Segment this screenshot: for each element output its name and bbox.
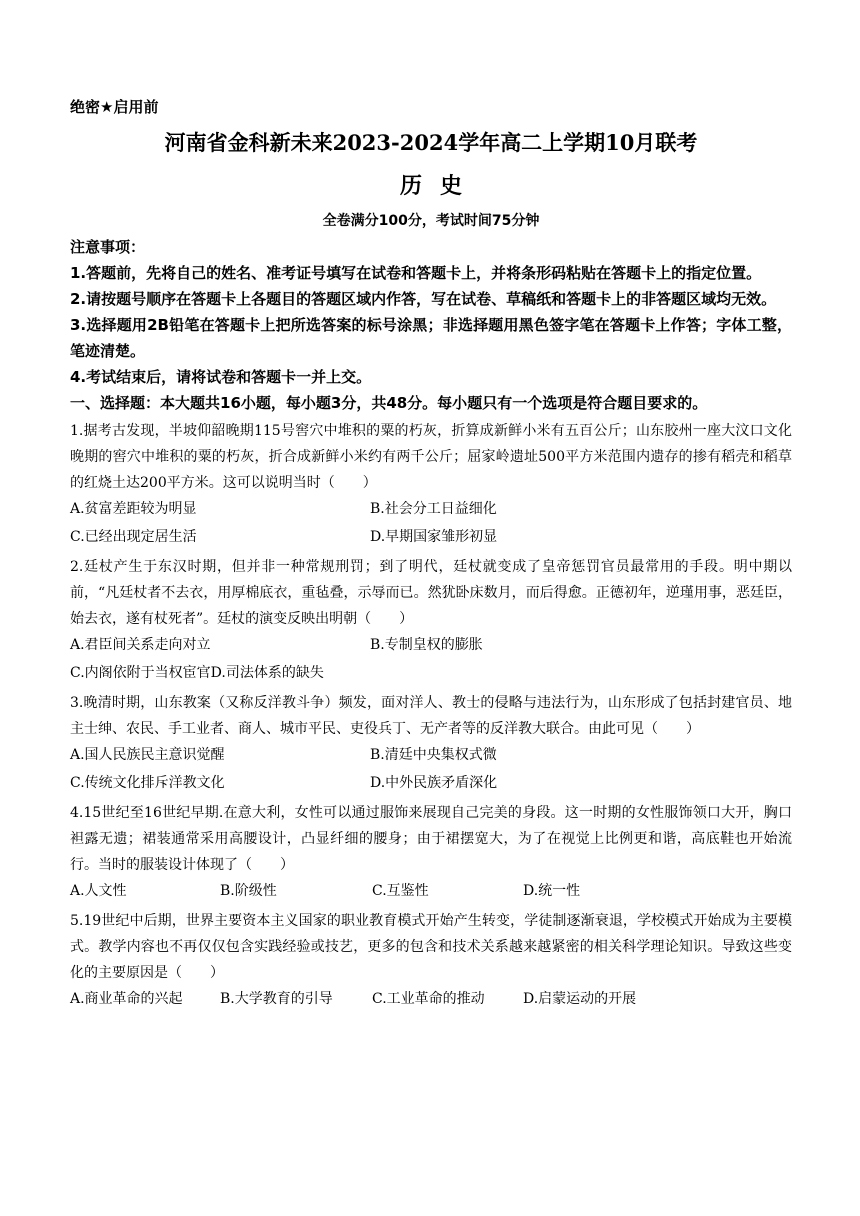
option-c: C.互鉴性 xyxy=(372,883,429,899)
option-a: A.人文性 xyxy=(70,883,127,899)
option-c: C.传统文化排斥洋教文化 xyxy=(70,775,225,791)
option-a: A.国人民族民主意识觉醒 xyxy=(70,747,225,763)
option-b: B.社会分工日益细化 xyxy=(370,501,497,517)
question-4-stem: 4.15世纪至16世纪早期.在意大利，女性可以通过服饰来展现自己完美的身段。这一时期的女性服饰领口大开，胸口袒露无遗；裙装通常采用高腰设计，凸显纤细的腰身；由于裙摆宽大，为了在视觉上比例更和谐，高底鞋也开始流行。当时的服装设计体现了（ ） xyxy=(70,805,792,873)
confidential-label: 绝密★启用前 xyxy=(70,98,159,116)
exam-page xyxy=(70,96,792,1014)
question-5-options xyxy=(70,986,792,1014)
option-d: D.启蒙运动的开展 xyxy=(523,991,637,1007)
question-2-options xyxy=(70,660,792,688)
question-5-stem: 5.19世纪中后期，世界主要资本主义国家的职业教育模式开始产生转变，学徒制逐渐衰退，学校模式开始成为主要模式。教学内容也不再仅仅包含实践经验或技艺，更多的包含和技术关系越来越紧密的相关科学理论知识。导致这些变化的主要原因是（ ） xyxy=(70,913,792,981)
question-3-options xyxy=(70,770,792,798)
question-1-options xyxy=(70,496,792,524)
option-d: D.中外民族矛盾深化 xyxy=(370,775,498,791)
question-1-options xyxy=(70,524,792,552)
section-heading: 一、选择题：本大题共16小题，每小题3分，共48分。每小题只有一个选项是符合题目要求的。 xyxy=(70,394,708,412)
notice-item: 1.答题前，先将自己的姓名、准考证号填写在试卷和答题卡上，并将条形码粘贴在答题卡上的指定位置。 xyxy=(70,264,762,282)
option-b: B.专制皇权的膨胀 xyxy=(370,637,483,653)
question-2-stem: 2.廷杖产生于东汉时期，但并非一种常规刑罚；到了明代，廷杖就变成了皇帝惩罚官员最常用的手段。明中期以前，“凡廷杖者不去衣，用厚棉底衣，重毡叠，示辱而已。然犹卧床数月，而后得愈。正德初年，逆瑾用事，恶廷臣，始去衣，遂有杖死者”。廷杖的演变反映出明朝（ ） xyxy=(70,559,792,627)
option-b: B.清廷中央集权式微 xyxy=(370,747,497,763)
notice-item: 2.请按题号顺序在答题卡上各题目的答题区域内作答，写在试卷、草稿纸和答题卡上的非答题区域均无效。 xyxy=(70,290,777,308)
notice-heading: 注意事项： xyxy=(70,238,146,256)
exam-title: 河南省金科新未来2023-2024学年高二上学期10月联考 xyxy=(164,130,698,155)
option-d: D.统一性 xyxy=(523,883,581,899)
score-time-line: 全卷满分100分，考试时间75分钟 xyxy=(322,213,540,229)
option-c: C.工业革命的推动 xyxy=(372,991,485,1007)
notice-item: 4.考试结束后，请将试卷和答题卡一并上交。 xyxy=(70,368,372,386)
option-cd: C.内阁依附于当权宦官D.司法体系的缺失 xyxy=(70,665,324,681)
question-3-options xyxy=(70,742,792,770)
question-4-options xyxy=(70,878,792,906)
subject-title: 历史 xyxy=(399,173,480,199)
option-b: B.阶级性 xyxy=(220,883,277,899)
option-b: B.大学教育的引导 xyxy=(220,991,333,1007)
option-a: A.君臣间关系走向对立 xyxy=(70,637,211,653)
notice-item: 3.选择题用2B铅笔在答题卡上把所选答案的标号涂黑；非选择题用黑色签字笔在答题卡上作答；字体工整，笔迹清楚。 xyxy=(70,316,792,360)
option-c: C.已经出现定居生活 xyxy=(70,529,197,545)
option-a: A.贫富差距较为明显 xyxy=(70,501,197,517)
question-2-options xyxy=(70,632,792,660)
option-a: A.商业革命的兴起 xyxy=(70,991,183,1007)
option-d: D.早期国家雏形初显 xyxy=(370,529,498,545)
question-1-stem: 1.据考古发现，半坡仰韶晚期115号窖穴中堆积的粟的朽灰，折算成新鲜小米有五百公斤；山东胶州一座大汶口文化晚期的窖穴中堆积的粟的朽灰，折合成新鲜小米约有两千公斤；屈家岭遗址500平方米范围内遗存的掺有稻壳和稻草的红烧土达200平方米。这可以说明当时（ ） xyxy=(70,423,792,491)
question-3-stem: 3.晚清时期，山东教案（又称反洋教斗争）频发，面对洋人、教士的侵略与违法行为，山东形成了包括封建官员、地主士绅、农民、手工业者、商人、城市平民、吏役兵丁、无产者等的反洋教大联合。由此可见（ ） xyxy=(70,695,792,737)
